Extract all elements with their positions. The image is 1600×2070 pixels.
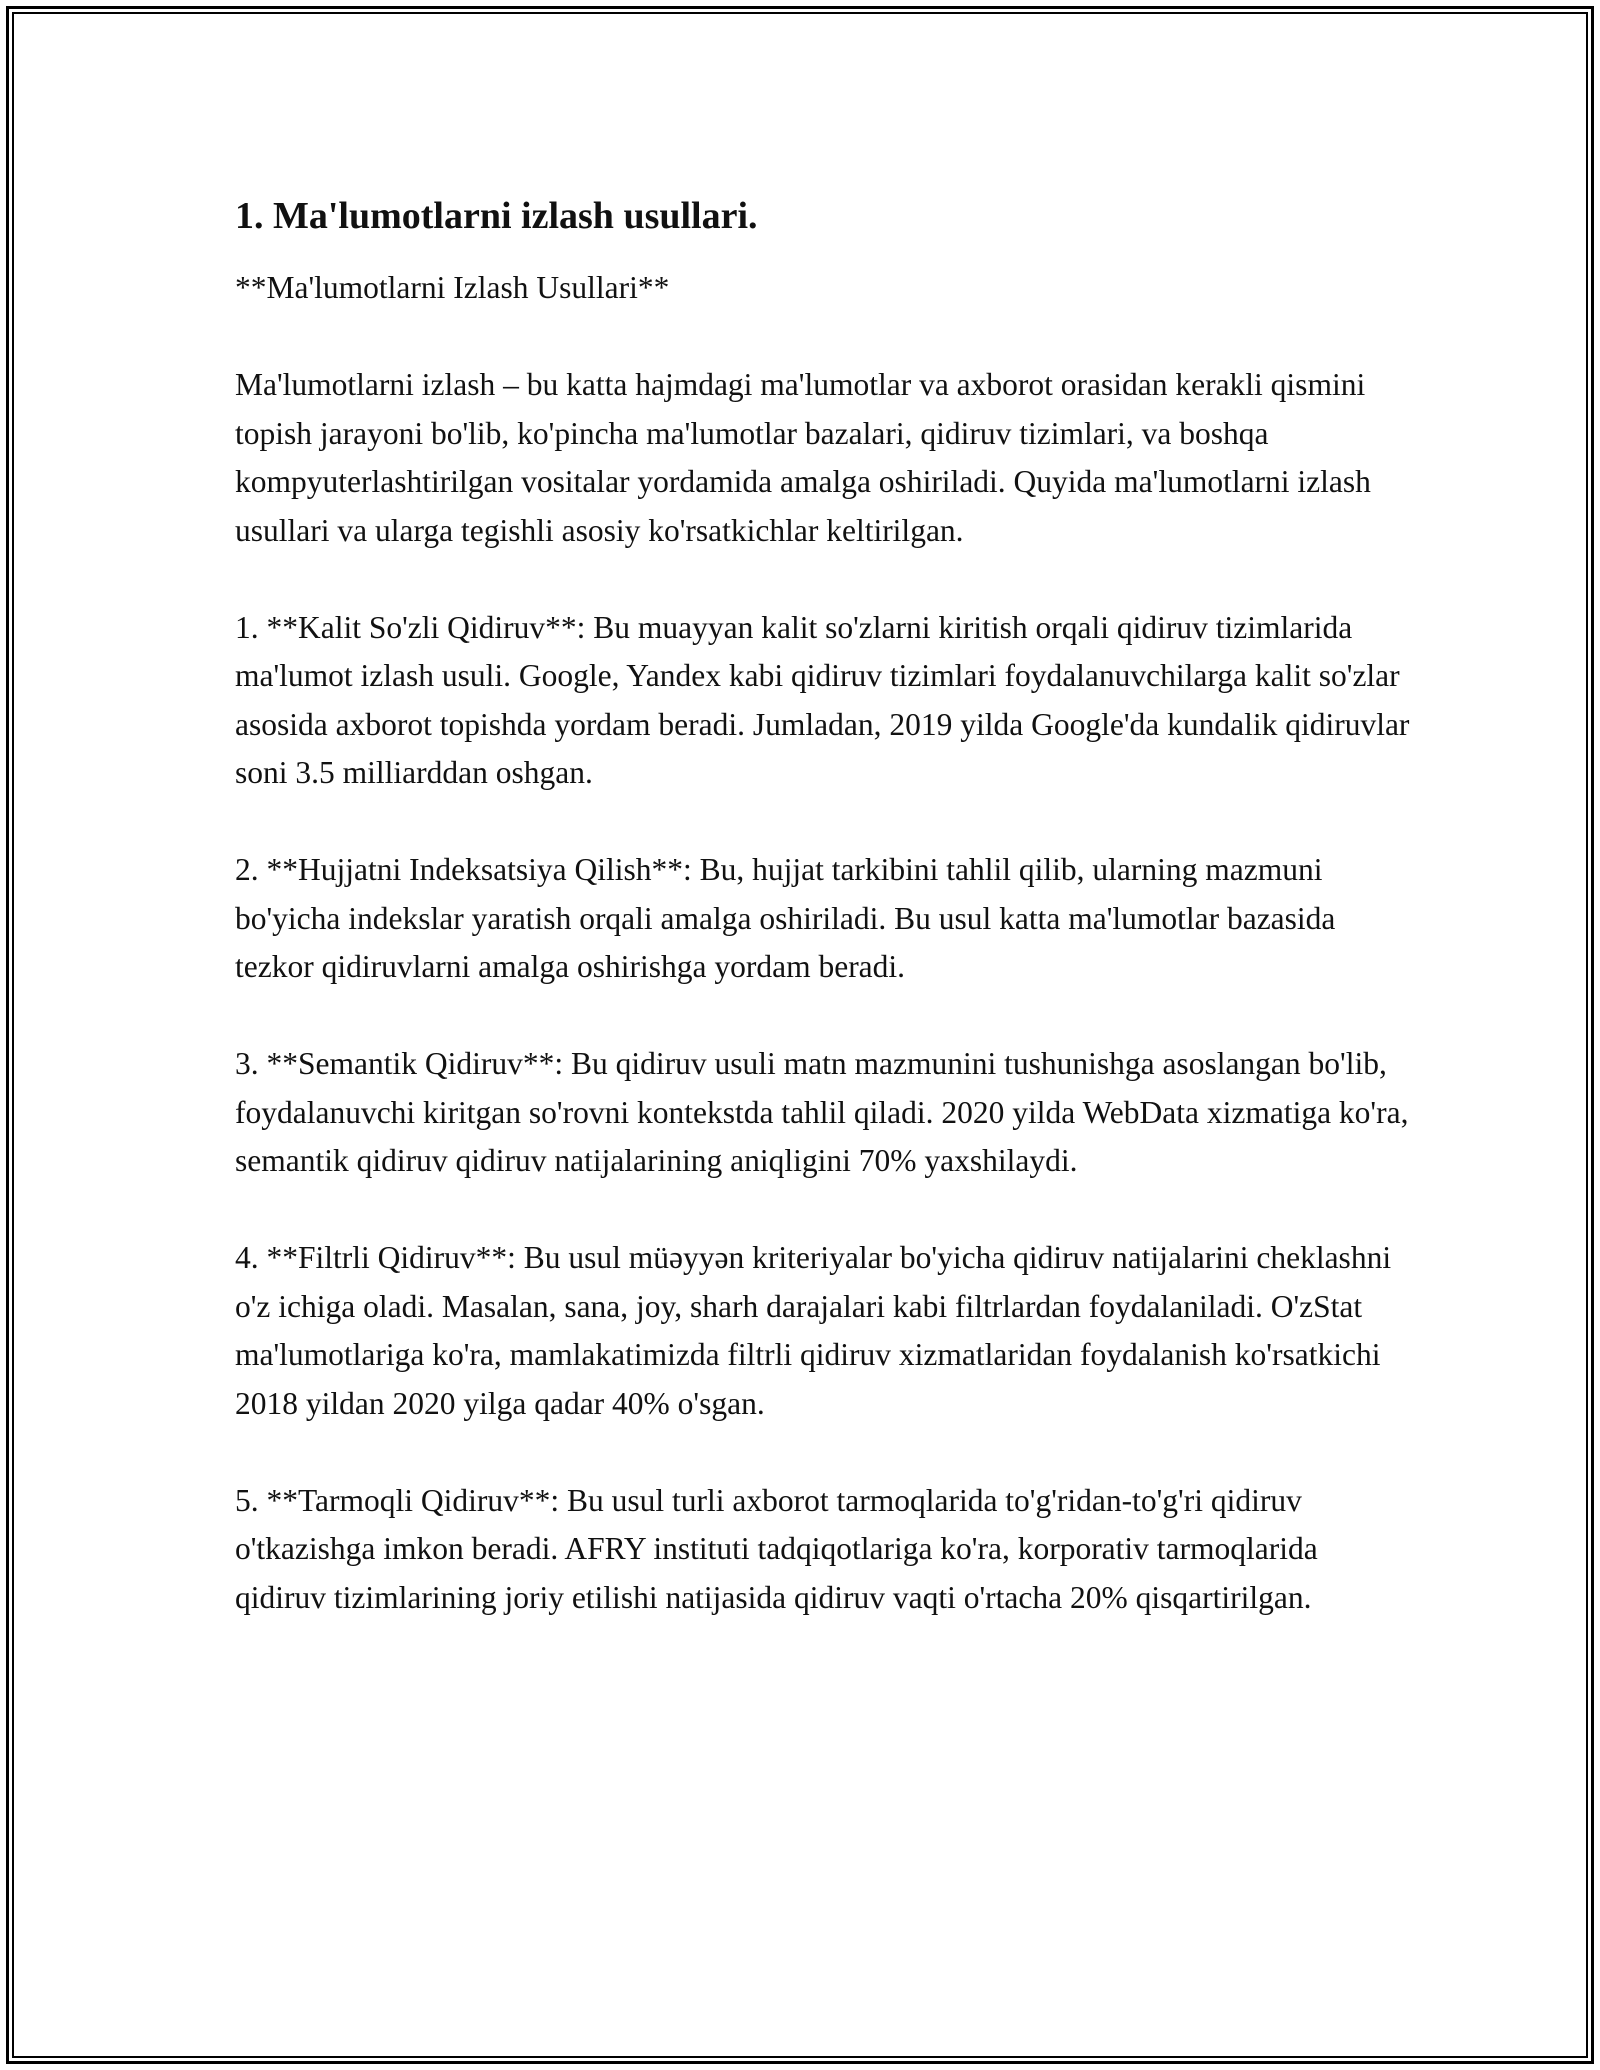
document-title: 1. Ma'lumotlarni izlash usullari. (235, 195, 758, 237)
list-item-filtered-search: 4. **Filtrli Qidiruv**: Bu usul müəyyən kriteriyalar bo'yicha qidiruv natijalarini cheklashni o'z ichiga oladi. Masalan, sana, joy, sharh darajalari kabi filtrlardan foydalaniladi. O'zStat ma'lumotlariga ko'ra, mamlakatimizda filtrli qidiruv xizmatlaridan foydalanish ko'rsatkichi 2018 yildan 2020 yilga qadar 40% o'sgan. (235, 1240, 1392, 1421)
list-item-semantic-search: 3. **Semantik Qidiruv**: Bu qidiruv usuli matn mazmunini tushunishga asoslangan bo'lib, foydalanuvchi kiritgan so'rovni kontekstda tahlil qiladi. 2020 yilda WebData xizmatiga ko'ra, semantik qidiruv qidiruv natijalarining aniqligini 70% yaxshilaydi. (235, 1046, 1409, 1178)
intro-paragraph: Ma'lumotlarni izlash – bu katta hajmdagi ma'lumotlar va axborot orasidan kerakli qismini topish jarayoni bo'lib, ko'pincha ma'lumotlar bazalari, qidiruv tizimlari, va boshqa kompyuterlashtirilgan vositalar yordamida amalga oshiriladi. Quyida ma'lumotlarni izlash usullari va ularga tegishli asosiy ko'rsatkichlar keltirilgan. (235, 367, 1371, 548)
document-subtitle: **Ma'lumotlarni Izlash Usullari** (235, 270, 670, 305)
document-body (235, 190, 1415, 1622)
list-item-document-indexing: 2. **Hujjatni Indeksatsiya Qilish**: Bu, hujjat tarkibini tahlil qilib, ularning mazmuni bo'yicha indekslar yaratish orqali amalga oshiriladi. Bu usul katta ma'lumotlar bazasida tezkor qidiruvlarni amalga oshirishga yordam beradi. (235, 852, 1336, 984)
list-item-network-search: 5. **Tarmoqli Qidiruv**: Bu usul turli axborot tarmoqlarida to'g'ridan-to'g'ri qidiruv o'tkazishga imkon beradi. AFRY instituti tadqiqotlariga ko'ra, korporativ tarmoqlarida qidiruv tizimlarining joriy etilishi natijasida qidiruv vaqti o'rtacha 20% qisqartirilgan. (235, 1482, 1318, 1615)
list-item-keyword-search: 1. **Kalit So'zli Qidiruv**: Bu muayyan kalit so'zlarni kiritish orqali qidiruv tizimlarida ma'lumot izlash usuli. Google, Yandex kabi qidiruv tizimlari foydalanuvchilarga kalit so'zlar asosida axborot topishda yordam beradi. Jumladan, 2019 yilda Google'da kundalik qidiruvlar soni 3.5 milliarddan oshgan. (235, 609, 1410, 790)
